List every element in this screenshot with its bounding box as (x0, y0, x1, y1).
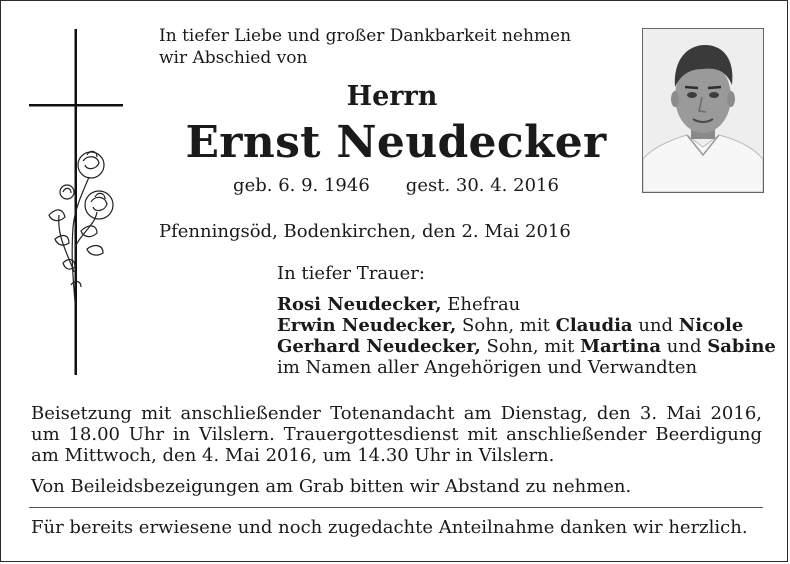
place-and-date: Pfenningsöd, Bodenkirchen, den 2. Mai 2016 (159, 221, 571, 242)
divider (29, 507, 763, 508)
intro-line-1: In tiefer Liebe und großer Dankbarkeit nehmen (159, 26, 572, 46)
mourning-closing: im Namen aller Angehörigen und Verwandten (277, 357, 698, 378)
mourner-relation: Ehefrau (447, 294, 521, 315)
deceased-name: Ernst Neudecker (185, 117, 607, 168)
partner-name: Martina (580, 336, 662, 357)
mourner-relation: Sohn, mit (486, 336, 575, 357)
partner-name: Sabine (707, 336, 776, 357)
portrait-photo (642, 28, 764, 193)
mourner-row (277, 315, 776, 336)
partner-name: Nicole (678, 315, 744, 336)
mourner-row (277, 294, 776, 315)
condolence-request: Von Beileidsbezeigungen am Grab bitten wir Abstand zu nehmen. (31, 476, 632, 497)
mourner-row (277, 336, 776, 357)
salutation: Herrn (346, 81, 438, 112)
death-date: gest. 30. 4. 2016 (405, 175, 559, 196)
mourner-name: Rosi Neudecker, (277, 294, 442, 315)
mourning-heading: In tiefer Trauer: (277, 263, 425, 284)
mourner-name: Erwin Neudecker, (277, 315, 457, 336)
mourner-name: Gerhard Neudecker, (277, 336, 481, 357)
intro-line-2: wir Abschied von (159, 48, 308, 68)
conjunction: und (666, 336, 702, 357)
intro-text (159, 25, 571, 69)
thanks-line: Für bereits erwiesene und noch zugedachte Anteilnahme danken wir herzlich. (31, 517, 748, 538)
conjunction: und (638, 315, 674, 336)
mourner-relation: Sohn, mit (461, 315, 550, 336)
partner-name: Claudia (555, 315, 633, 336)
birth-date: geb. 6. 9. 1946 (233, 175, 370, 196)
cross-with-roses-icon (27, 27, 127, 379)
mourners-block (277, 263, 776, 378)
service-details: Beisetzung mit anschließender Totenandacht am Dienstag, den 3. Mai 2016, um 18.00 Uhr in Vilslern. Trauergottesdienst mit anschließender Beerdigung am Mittwoch, den 4. Mai 2016, um 14.30 Uhr in Vilslern. (31, 403, 762, 466)
